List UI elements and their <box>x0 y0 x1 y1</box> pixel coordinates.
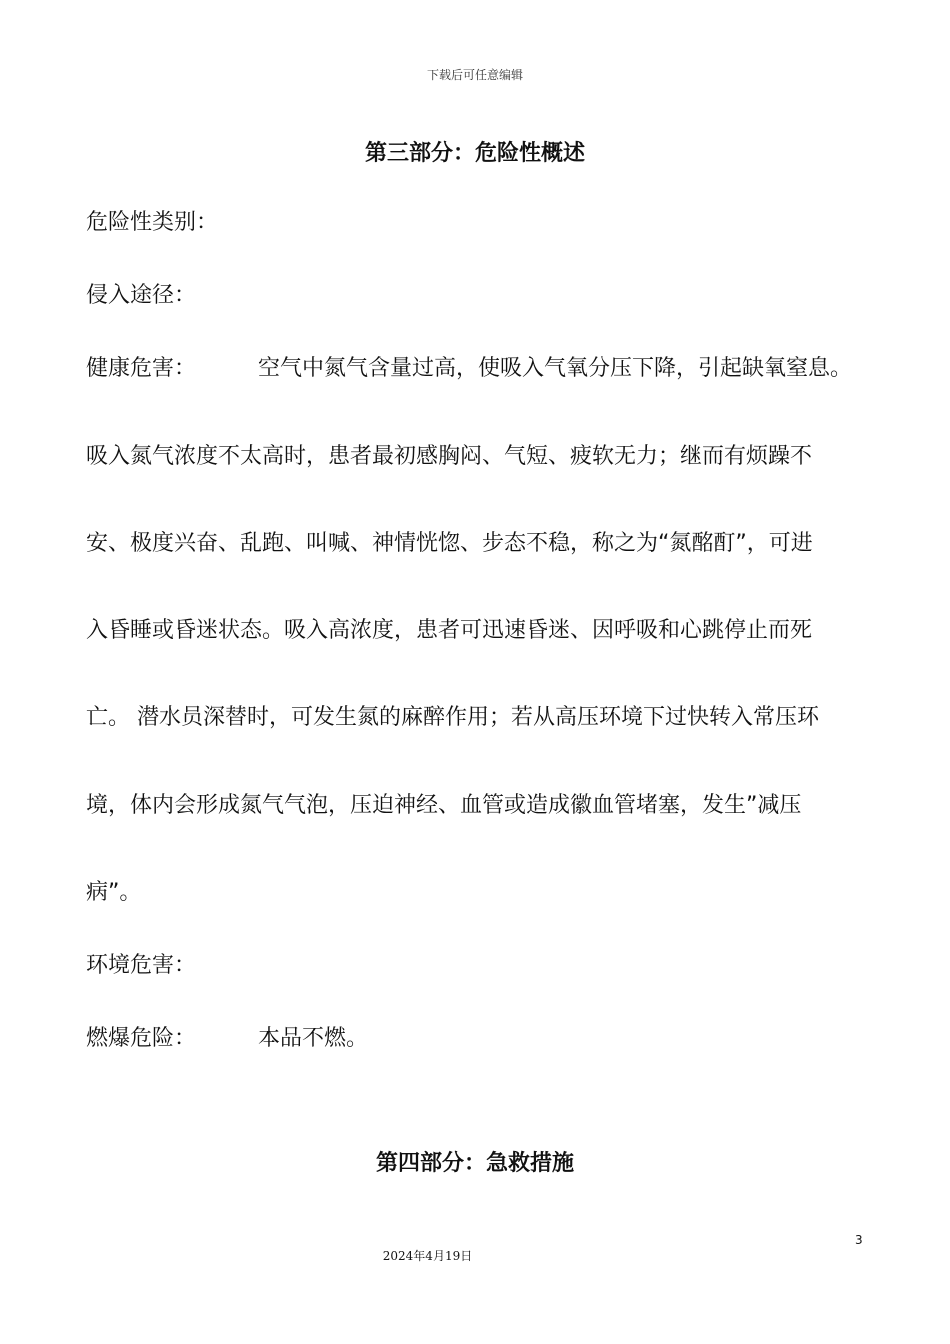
health-hazard-line: 吸入氮气浓度不太高时，患者最初感胸闷、气短、疲软无力；继而有烦躁不 <box>86 444 813 469</box>
entry-route-label: 侵入途径： <box>86 283 197 308</box>
health-hazard-line: 亡。 潜水员深替时，可发生氮的麻醉作用；若从高压环境下过快转入常压环 <box>86 705 819 730</box>
hazard-category-label: 危险性类别： <box>86 210 219 235</box>
page-number: 3 <box>855 1233 863 1247</box>
section4-title: 第四部分：急救措施 <box>375 1151 574 1176</box>
header-note: 下载后可任意编辑 <box>426 68 523 82</box>
health-hazard-line: 入昏睡或昏迷状态。吸入高浓度，患者可迅速昏迷、因呼吸和心跳停止而死 <box>86 618 813 643</box>
health-hazard-line: 安、极度兴奋、乱跑、叫喊、神情恍惚、步态不稳，称之为“氮酩酊”，可进 <box>86 531 813 556</box>
health-hazard-label: 健康危害： <box>86 356 197 381</box>
footer-date: 2024年4月19日 <box>382 1249 473 1263</box>
health-hazard-line: 境，体内会形成氮气气泡，压迫神经、血管或造成徽血管堵塞，发生”减压 <box>86 793 802 818</box>
environment-hazard-label: 环境危害： <box>86 953 197 978</box>
health-hazard-line: 病”。 <box>86 880 142 905</box>
fire-hazard-value: 本品不燃。 <box>258 1026 369 1051</box>
fire-hazard-label: 燃爆危险： <box>86 1026 197 1051</box>
section3-title: 第三部分：危险性概述 <box>364 141 585 166</box>
health-hazard-line: 空气中氮气含量过高，使吸入气氧分压下降，引起缺氧窒息。 <box>258 356 853 381</box>
